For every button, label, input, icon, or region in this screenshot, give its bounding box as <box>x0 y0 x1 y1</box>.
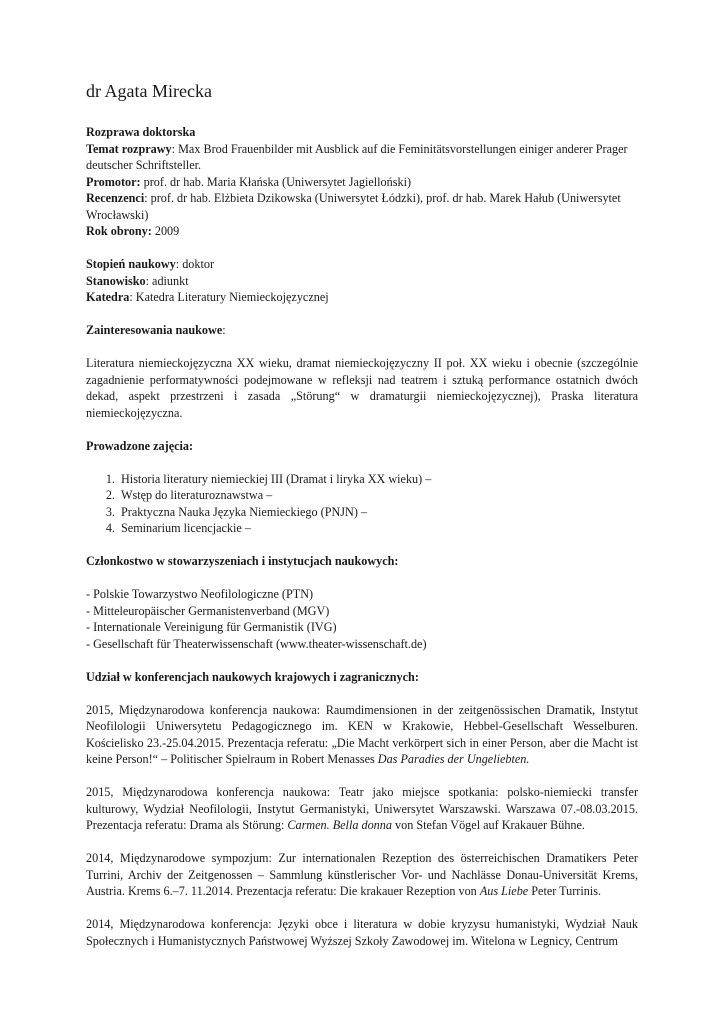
list-item: 3. Praktyczna Nauka Języka Niemieckiego (PNJN) – <box>118 504 638 521</box>
thesis-topic: Temat rozprawy: Max Brod Frauenbilder mit Ausblick auf die Feminitätsvorstellungen einiger anderer Prager deutscher Schriftsteller. <box>86 141 628 172</box>
conferences-heading: Udział w konferencjach naukowych krajowych i zagranicznych: <box>86 669 419 684</box>
list-item: 2. Wstęp do literaturoznawstwa – <box>118 487 638 504</box>
degree: Stopień naukowy: doktor <box>86 257 215 271</box>
person-name: dr Agata Mirecka <box>86 81 212 101</box>
thesis-year: Rok obrony: 2009 <box>86 224 180 238</box>
interests-text: Literatura niemieckojęzyczna XX wieku, dramat niemieckojęzyczny II poł. XX wieku i obecnie (szczególnie zagadnienie performatywności podejmowane w refleksji nad teatrem i sztuką performance ostatnich dwóch dekad, aspekt przestrzeni i zasada „Störung“ w dramaturgii niemieckojęzycznej), Praska literatura niemieckojęzyczna. <box>86 356 638 420</box>
memberships-heading: Członkostwo w stowarzyszeniach i instytucjach naukowych: <box>86 554 399 568</box>
position-section <box>86 256 638 306</box>
list-item: 4. Seminarium licencjackie – <box>118 520 638 537</box>
thesis-section <box>86 124 638 240</box>
list-item: - Gesellschaft für Theaterwissenschaft (www.theater-wissenschaft.de) <box>86 636 427 651</box>
list-item: - Mitteleuropäischer Germanistenverband (MGV) <box>86 603 330 618</box>
list-item: - Internationale Vereinigung für Germanistik (IVG) <box>86 620 337 634</box>
conference-entry-3: 2014, Międzynarodowe sympozjum: Zur internationalen Rezeption des österreichischen Dramatikers Peter Turrini, Archiv der Zeitgenossen – Sammlung künstlerischer Vor- und Nachlässe Donau-Universität Krems, Austria. Krems 6.–7. 11.2014. Prezentacja referatu: Die krakauer Rezeption von Aus Liebe Peter Turrinis. <box>86 851 638 898</box>
document-page <box>86 80 638 949</box>
list-item: 1. Historia literatury niemieckiej III (Dramat i liryka XX wieku) – <box>118 471 638 488</box>
conference-entry-4: 2014, Międzynarodowa konferencja: Języki obce i literatura w dobie kryzysu humanistyki, Wydział Nauk Społecznych i Humanistycznych Państwowej Wyższej Szkoły Zawodowej im. Witelona w Legnicy, Centrum <box>86 917 638 948</box>
department: Katedra: Katedra Literatury Niemieckojęzycznej <box>86 290 329 304</box>
courses-heading: Prowadzone zajęcia: <box>86 438 194 453</box>
interests-heading: Zainteresowania naukowe: <box>86 323 226 337</box>
conference-entry-1: 2015, Międzynarodowa konferencja naukowa: Raumdimensionen in der zeitgenössischen Dramatik, Instytut Neofilologii Uniwersytetu Pedagogicznego im. KEN w Krakowie, Hebbel-Gesellschaft Wesselburen. Kościelisko 23.-25.04.2015. Prezentacja referatu: „Die Macht verkörpert sich in einer Person, aber die Macht ist keine Person!“ – Politischer Spielraum in Robert Menasses Das Paradies der Ungeliebten. <box>86 702 638 766</box>
thesis-promotor: Promotor: prof. dr hab. Maria Kłańska (Uniwersytet Jagielloński) <box>86 174 412 189</box>
thesis-reviewers: Recenzenci: prof. dr hab. Elżbieta Dzikowska (Uniwersytet Łódzki), prof. dr hab. Marek Hałub (Uniwersytet Wrocławski) <box>86 191 621 222</box>
list-item: - Polskie Towarzystwo Neofilologiczne (PTN) <box>86 587 314 601</box>
conference-entry-2: 2015, Międzynarodowa konferencja naukowa: Teatr jako miejsce spotkania: polsko-niemiecki transfer kulturowy, Wydział Neofilologii, Instytut Germanistyki, Uniwersytet Warszawski. Warszawa 07.-08.03.2015. Prezentacja referatu: Drama als Störung: Carmen. Bella donna von Stefan Vögel auf Krakauer Bühne. <box>86 785 638 832</box>
thesis-heading: Rozprawa doktorska <box>86 125 196 139</box>
courses-list <box>86 471 638 537</box>
post: Stanowisko: adiunkt <box>86 273 189 288</box>
memberships-list <box>86 586 638 652</box>
